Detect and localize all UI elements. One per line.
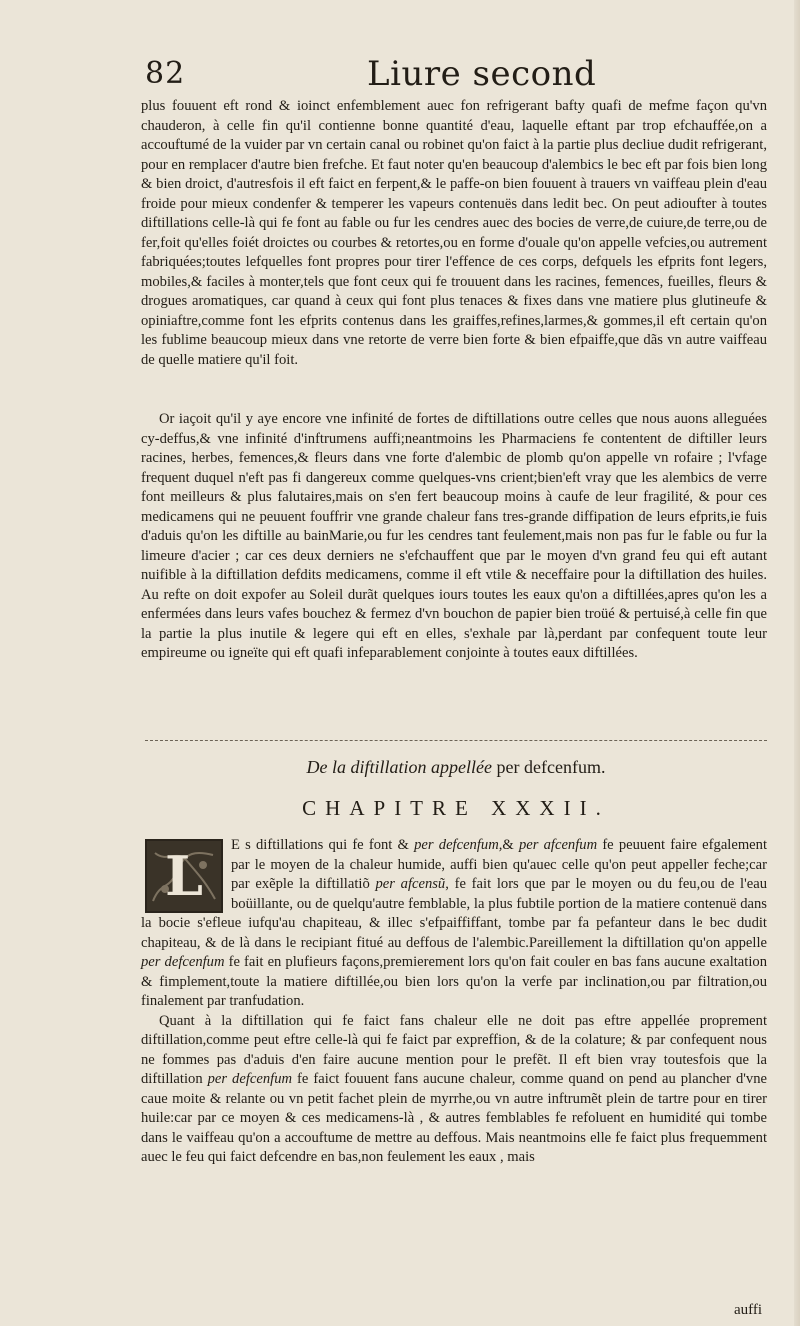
text-run: & bbox=[502, 837, 519, 853]
latin-term: per defcenfum, bbox=[414, 837, 503, 853]
text-run: fe fait en plufieurs façons,premierement lors qu'on fait couler en bas fans aucune exaltation & fimplement,toute la matiere diftillée,ou bien lors qu'on la verfe par inclination,ou par filtration,ou finalement par tranfudation. bbox=[141, 954, 767, 1009]
section-title-roman: per defcenfum. bbox=[496, 757, 606, 777]
section-title-italic: De la diftillation appellée bbox=[306, 757, 492, 777]
latin-term: per defcenfum bbox=[141, 954, 225, 970]
initial-letter: L bbox=[165, 844, 203, 908]
text-run: fe peuuent faire efgalement par le moyen de la chaleur humide, auffi bien qu'auec celle qu'on peut appeller feche;car par exẽple la diftillatiõ bbox=[231, 837, 768, 892]
latin-term: per afcenfum bbox=[518, 837, 598, 853]
running-head: Liure second bbox=[367, 54, 597, 94]
chapter-heading: CHAPITRE XXXII. bbox=[302, 796, 610, 820]
latin-term: per defcenfum bbox=[207, 1071, 293, 1087]
chapter-text bbox=[141, 836, 767, 1168]
page-header bbox=[145, 52, 765, 100]
page-edge bbox=[794, 0, 800, 1326]
paragraph: plus fouuent eft rond & ioinct enfemblement auec fon refrigerant bafty quafi de mefme façon qu'vn chauderon, à celle fin qu'il contienne bonne quantité d'eau, laquelle eftant par trop efchauffée,on a accouftumé de la vuider par vn certain canal ou robinet qu'on faict à la partie plus decliue dudit refrigerant, pour en remplacer d'autre bien frefche. Et faut noter qu'en beaucoup d'alembics le bec eft par fois bien long & bien droict, d'autresfois il eft faict en ferpent,& le paffe-on bien fouuent à trauers vn vaiffeau plein d'eau froide pour mieux condenfer & temperer les vapeurs contenuës dans ledit bec. On peut adioufter à toutes diftillations celle-là qui fe font au fable ou fur les cendres auec des bocies de verre,de cuiure,de terre,ou de fer,foit qu'elles foiét droictes ou courbes & retortes,ou en forme d'ouale qu'on appelle vefcies,ou autrement fabriquées;toutes lefquelles font propres pour tirer l'effence de ces corps, defquels les efprits font legers, mobiles,& faciles à monter,tels que font ceux qui fe trouuent dans les racines, femences, fueilles, fleurs & drogues aromatiques, car quand à ceux qui font plus tenaces & fixes dans vne matiere plus glutineufe & opiniaftre,comme font les efprits contenus dans les graiffes,refines,larmes,& gommes,il eft certain qu'on les fublime beaucoup mieux dans vne retorte de verre bien forte & bien efpaiffe,que dãs vn autre vaiffeau de quelle matiere qu'il foit. bbox=[141, 98, 767, 368]
chapter-paragraph bbox=[141, 836, 767, 1012]
section-divider bbox=[145, 740, 767, 741]
paragraph: Or iaçoit qu'il y aye encore vne infinité de fortes de diftillations outre celles que nous auons alleguées cy-deffus,& vne infinité d'inftrumens auffi;neantmoins les Pharmaciens fe contentent de diftiller leurs racines, herbes, femences,& fleurs dans vne forte d'alembic de plomb qu'on appelle vn rofaire ; l'vfage frequent duquel n'eft pas fi dangereux comme quelques-vns crient;bien'eft vray que les alembics de verre font meilleurs & plus falutaires,mais on s'en fert beaucoup moins à caufe de leur fragilité, & pour ces medicamens qui ne peuuent fouffrir vne grande chaleur fans tres-grande diffipation de leurs efprits,ie fuis d'aduis qu'on les diftille au bainMarie,ou fur les cendres tant feulement,mais non pas fur le fable ou fur la limeure d'acier ; car ces deux derniers ne s'efchauffent que par le moyen d'vn grand feu qui eft autant nuifible à la diftillation defdits medicamens, comme il eft vtile & neceffaire pour la diftillation des huiles. Au refte on doit expofer au Soleil durãt quelques iours toutes les eaux qu'on a diftillées,apres qu'on les a enfermées dans leurs vafes bouchez & fermez d'vn bouchon de papier bien troüé & pertuisé,à celle fin que la partie la plus inutile & legere qui eft en elles, s'exhale par là,perdant par confequent toute leur empireume ou igneïte qui eft quafi infeparablement conjointe à toutes eaux diftillées. bbox=[141, 411, 767, 661]
decorated-initial bbox=[145, 839, 223, 913]
page-number: 82 bbox=[145, 56, 186, 91]
continued-text bbox=[141, 97, 767, 370]
text-run: , fe fait lors que par le moyen ou du feu,ou de l'eau boüillante, ou de quelqu'autre femblable, la plus fubtile portion de la matiere contenuë dans la bocie s'efleue iufqu'au chapiteau, & illec s'efpaiffiffant, tombe par fa pefanteur dans le bec dudit chapiteau, & de là dans le recipiant fitué au deffous de l'alembic.Pareillement la diftillation qu'on appelle bbox=[141, 876, 767, 951]
section-title bbox=[145, 757, 767, 778]
second-paragraph bbox=[141, 410, 767, 664]
catchword: auffi bbox=[733, 1302, 762, 1318]
text-run: E s diftillations qui fe font & bbox=[231, 837, 415, 853]
latin-term: per afcensũ bbox=[375, 876, 446, 892]
text-run: fe faict fouuent fans aucune chaleur, comme quand on pend au plancher d'vne caue moite & relante ou vn petit fachet plein de myrrhe,ou vn autre inftrumẽt plein de tartre pour en tirer huile:car par ce moyen & ces medicamens-là , & autres femblables fe refoluent en humidité qui tombe dans le vaiffeau qu'on a accouftume de mettre au deffous. Mais neantmoins elle fe faict plus frequemment auec le feu qui faict defcendre en bas,non feulement les eaux , mais bbox=[141, 1071, 767, 1165]
text-run: Quant à la diftillation qui fe faict fans chaleur elle ne doit pas eftre appellée proprement diftillation,comme peut eftre celle-là qui fe faict par expreffion, & de la colature; & par confequent nous ne fommes pas d'aduis d'en faire aucune mention pour le prefẽt. Il eft bien vray toutesfois que la diftillation bbox=[141, 1012, 767, 1087]
chapter-paragraph bbox=[141, 1012, 767, 1168]
